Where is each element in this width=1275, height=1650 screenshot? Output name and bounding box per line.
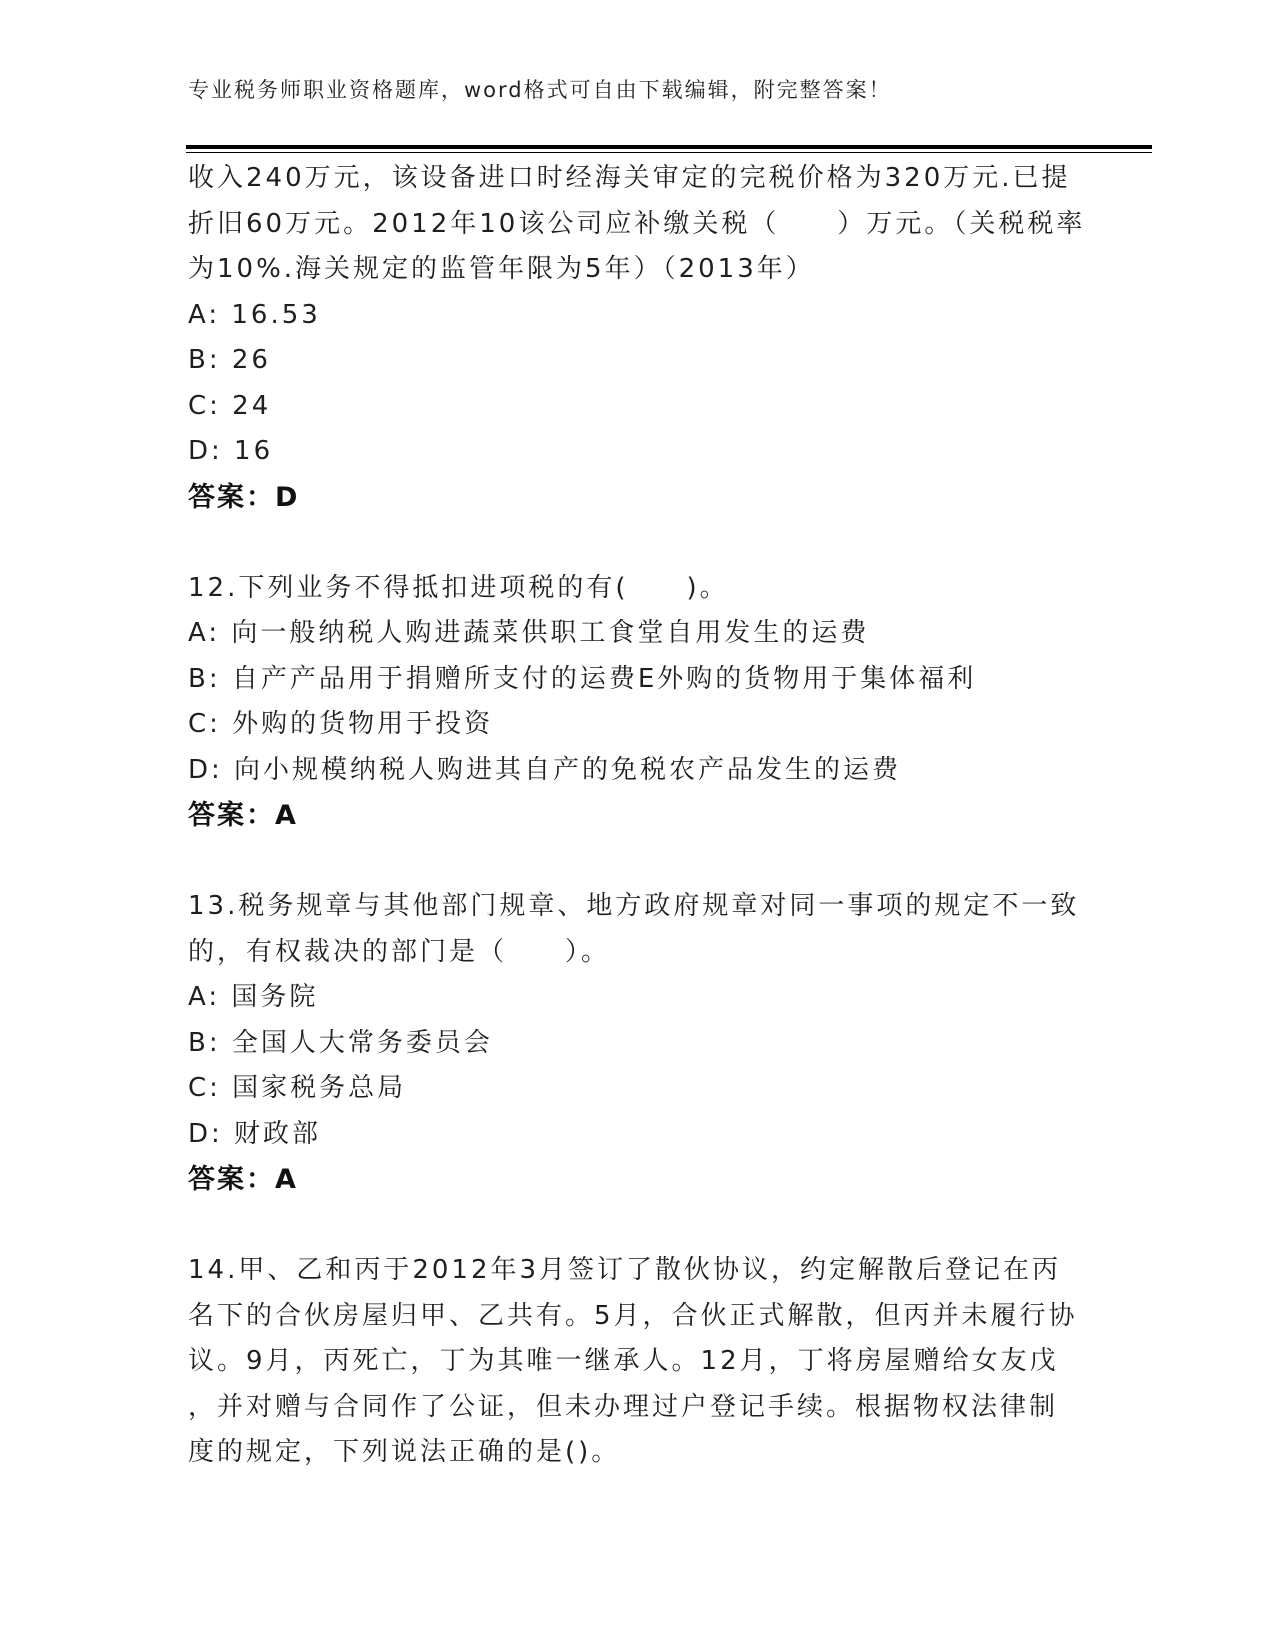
question-text-line: 度的规定，下列说法正确的是()。 — [188, 1437, 621, 1467]
option-b: B: 自产产品用于捐赠所支付的运费E外购的货物用于集体福利 — [188, 663, 977, 694]
question-text-line: 折旧60万元。2012年10该公司应补缴关税（ ）万元。（关税税率 — [188, 208, 1086, 239]
question-text-line: 12.下列业务不得抵扣进项税的有( )。 — [188, 572, 729, 603]
question-11 — [188, 156, 1088, 520]
option-d: D: 16 — [188, 436, 274, 466]
question-text-line: 议。9月，丙死亡，丁为其唯一继承人。12月，丁将房屋赠给女友戊 — [188, 1346, 1059, 1376]
page-header: 专业税务师职业资格题库，word格式可自由下载编辑，附完整答案！ — [188, 78, 892, 102]
option-b: B: 全国人大常务委员会 — [188, 1027, 493, 1058]
question-text-line: 收入240万元，该设备进口时经海关审定的完税价格为320万元.已提 — [188, 163, 1071, 193]
document-body — [188, 156, 1088, 1476]
question-text-line: ，并对赠与合同作了公证，但未办理过户登记手续。根据物权法律制 — [188, 1391, 1059, 1422]
question-12 — [188, 566, 1088, 839]
question-14 — [188, 1248, 1088, 1476]
option-b: B: 26 — [188, 345, 271, 375]
header-rule-thick — [186, 145, 1152, 149]
header-rule-thin — [186, 152, 1152, 153]
option-d: D: 向小规模纳税人购进其自产的免税农产品发生的运费 — [188, 754, 902, 785]
question-text-line: 的，有权裁决的部门是（ ）。 — [188, 936, 611, 967]
question-text-line: 13.税务规章与其他部门规章、地方政府规章对同一事项的规定不一致 — [188, 891, 1080, 921]
option-a: A: 国务院 — [188, 982, 319, 1012]
option-a: A: 16.53 — [188, 299, 321, 330]
answer: 答案：D — [188, 481, 300, 513]
answer: 答案：A — [188, 800, 298, 831]
option-d: D: 财政部 — [188, 1118, 322, 1149]
question-text-line: 名下的合伙房屋归甲、乙共有。5月，合伙正式解散，但丙并未履行协 — [188, 1300, 1078, 1331]
answer: 答案：A — [188, 1164, 298, 1195]
question-text-line: 为10%.海关规定的监管年限为5年）（2013年） — [188, 254, 815, 284]
option-c: C: 外购的货物用于投资 — [188, 709, 494, 739]
option-c: C: 国家税务总局 — [188, 1073, 407, 1103]
question-text-line: 14.甲、乙和丙于2012年3月签订了散伙协议，约定解散后登记在丙 — [188, 1255, 1062, 1285]
spacer — [188, 520, 1088, 566]
question-13 — [188, 884, 1088, 1203]
spacer — [188, 839, 1088, 885]
option-c: C: 24 — [188, 390, 272, 421]
option-a: A: 向一般纳税人购进蔬菜供职工食堂自用发生的运费 — [188, 618, 870, 648]
spacer — [188, 1203, 1088, 1249]
